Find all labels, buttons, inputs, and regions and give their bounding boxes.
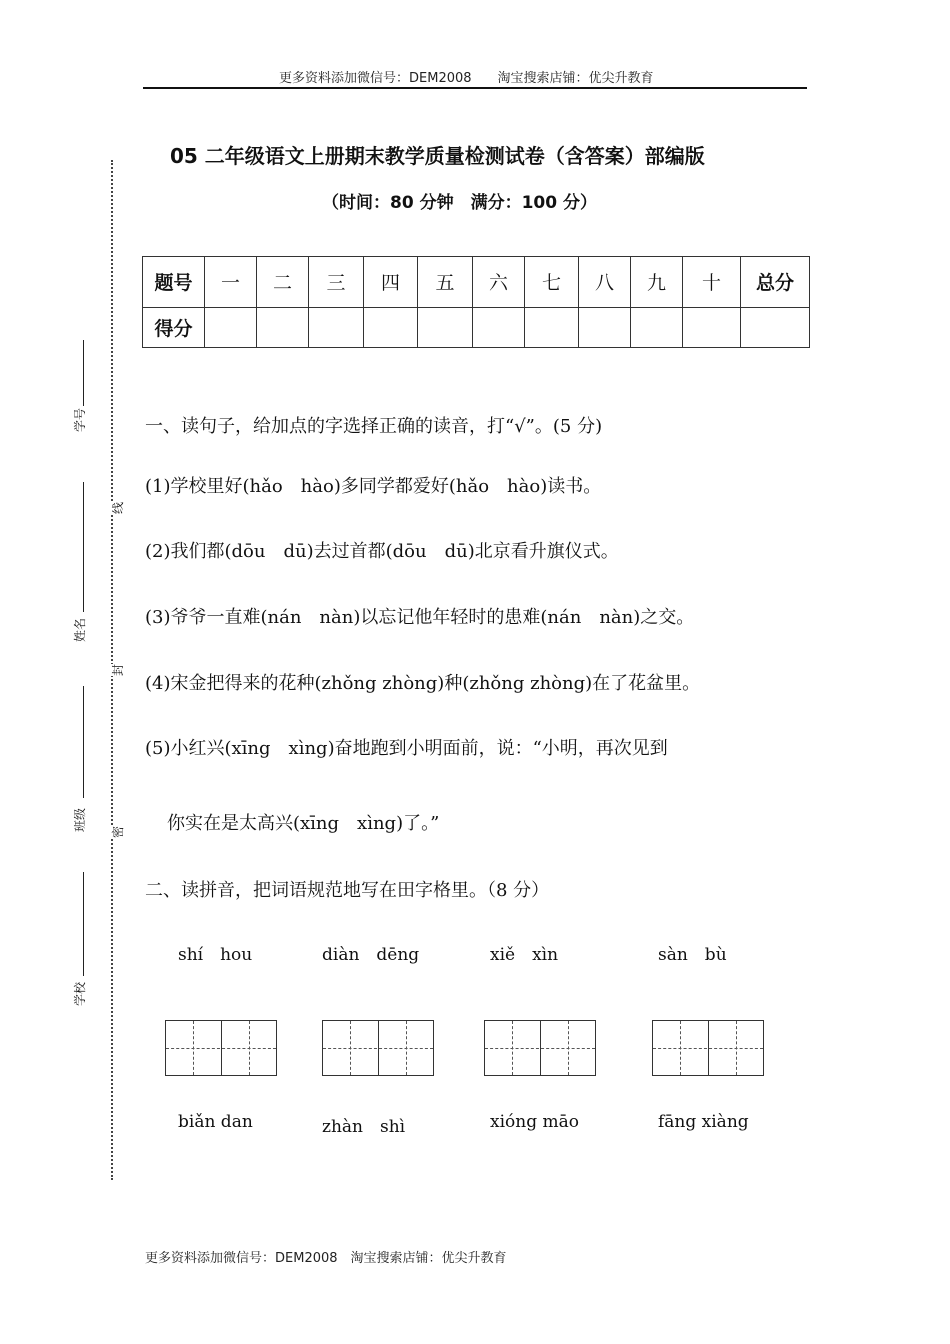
binding-mark-seal: 封 bbox=[111, 663, 125, 676]
pinyin-label: fāng xiàng bbox=[658, 1112, 749, 1132]
tianzige-grid[interactable] bbox=[652, 1020, 764, 1076]
pinyin-label: diàn dēng bbox=[322, 945, 420, 965]
student-id-label: 学号 bbox=[73, 407, 87, 432]
score-input-cell[interactable] bbox=[205, 307, 257, 347]
section1-heading: 一、读句子，给加点的字选择正确的读音，打“√”。(5 分) bbox=[145, 416, 603, 437]
score-table-score-row bbox=[143, 307, 810, 347]
page-title: 05 二年级语文上册期末教学质量检测试卷（含答案）部编版 bbox=[170, 144, 705, 168]
score-input-cell[interactable] bbox=[741, 307, 810, 347]
pinyin-label: zhàn shì bbox=[322, 1117, 406, 1137]
score-header-cell: 三 bbox=[309, 257, 364, 308]
score-header-cell: 二 bbox=[257, 257, 309, 308]
score-header-cell: 四 bbox=[364, 257, 418, 308]
page-subtitle: （时间：80 分钟 满分：100 分） bbox=[322, 193, 597, 213]
score-input-cell[interactable] bbox=[364, 307, 418, 347]
section1-item-continued: 你实在是太高兴(xīng xìng)了。” bbox=[167, 813, 440, 834]
score-header-cell: 一 bbox=[205, 257, 257, 308]
binding-mark-line: 线 bbox=[111, 501, 125, 514]
score-header-cell: 八 bbox=[579, 257, 631, 308]
student-id-blank[interactable] bbox=[83, 340, 84, 406]
pinyin-label: xióng māo bbox=[490, 1112, 579, 1132]
school-blank[interactable] bbox=[83, 872, 84, 976]
page-header: 更多资料添加微信号：DEM2008 淘宝搜索店铺：优尖升教育 bbox=[279, 71, 654, 86]
binding-mark-secret: 密 bbox=[111, 825, 125, 838]
class-label: 班级 bbox=[73, 807, 87, 832]
score-input-cell[interactable] bbox=[309, 307, 364, 347]
pinyin-label: shí hou bbox=[178, 945, 253, 965]
tianzige-grid[interactable] bbox=[165, 1020, 277, 1076]
section1-item: (2)我们都(dōu dū)去过首都(dōu dū)北京看升旗仪式。 bbox=[145, 541, 619, 562]
section1-item: (5)小红兴(xīng xìng)奋地跑到小明面前，说：“小明，再次见到 bbox=[145, 738, 668, 759]
score-input-cell[interactable] bbox=[525, 307, 579, 347]
score-table-header-row bbox=[143, 257, 810, 308]
score-header-cell: 五 bbox=[418, 257, 473, 308]
score-header-cell: 六 bbox=[473, 257, 525, 308]
header-rule bbox=[143, 87, 807, 89]
name-label: 姓名 bbox=[73, 617, 87, 642]
class-blank[interactable] bbox=[83, 686, 84, 798]
section2-heading: 二、读拼音，把词语规范地写在田字格里。（8 分） bbox=[145, 880, 550, 901]
pinyin-label: xiě xìn bbox=[490, 945, 559, 965]
section1-item: (1)学校里好(hǎo hào)多同学都爱好(hǎo hào)读书。 bbox=[145, 476, 602, 497]
score-table bbox=[142, 256, 810, 348]
name-blank[interactable] bbox=[83, 482, 84, 612]
score-header-cell: 题号 bbox=[143, 257, 205, 308]
pinyin-label: sàn bù bbox=[658, 945, 727, 965]
score-header-cell: 总分 bbox=[741, 257, 810, 308]
tianzige-grid[interactable] bbox=[484, 1020, 596, 1076]
score-header-cell: 九 bbox=[631, 257, 683, 308]
score-input-cell[interactable] bbox=[579, 307, 631, 347]
score-row-label: 得分 bbox=[143, 307, 205, 347]
page-footer: 更多资料添加微信号：DEM2008 淘宝搜索店铺：优尖升教育 bbox=[145, 1251, 507, 1266]
pinyin-label: biǎn dan bbox=[178, 1112, 253, 1132]
score-header-cell: 十 bbox=[683, 257, 741, 308]
score-input-cell[interactable] bbox=[418, 307, 473, 347]
school-label: 学校 bbox=[73, 981, 87, 1006]
score-input-cell[interactable] bbox=[257, 307, 309, 347]
tianzige-grid[interactable] bbox=[322, 1020, 434, 1076]
score-input-cell[interactable] bbox=[473, 307, 525, 347]
score-header-cell: 七 bbox=[525, 257, 579, 308]
score-input-cell[interactable] bbox=[683, 307, 741, 347]
section1-item: (4)宋金把得来的花种(zhǒng zhòng)种(zhǒng zhòng)在了花盆里。 bbox=[145, 673, 701, 694]
score-input-cell[interactable] bbox=[631, 307, 683, 347]
section1-item: (3)爷爷一直难(nán nàn)以忘记他年轻时的患难(nán nàn)之交。 bbox=[145, 607, 695, 628]
